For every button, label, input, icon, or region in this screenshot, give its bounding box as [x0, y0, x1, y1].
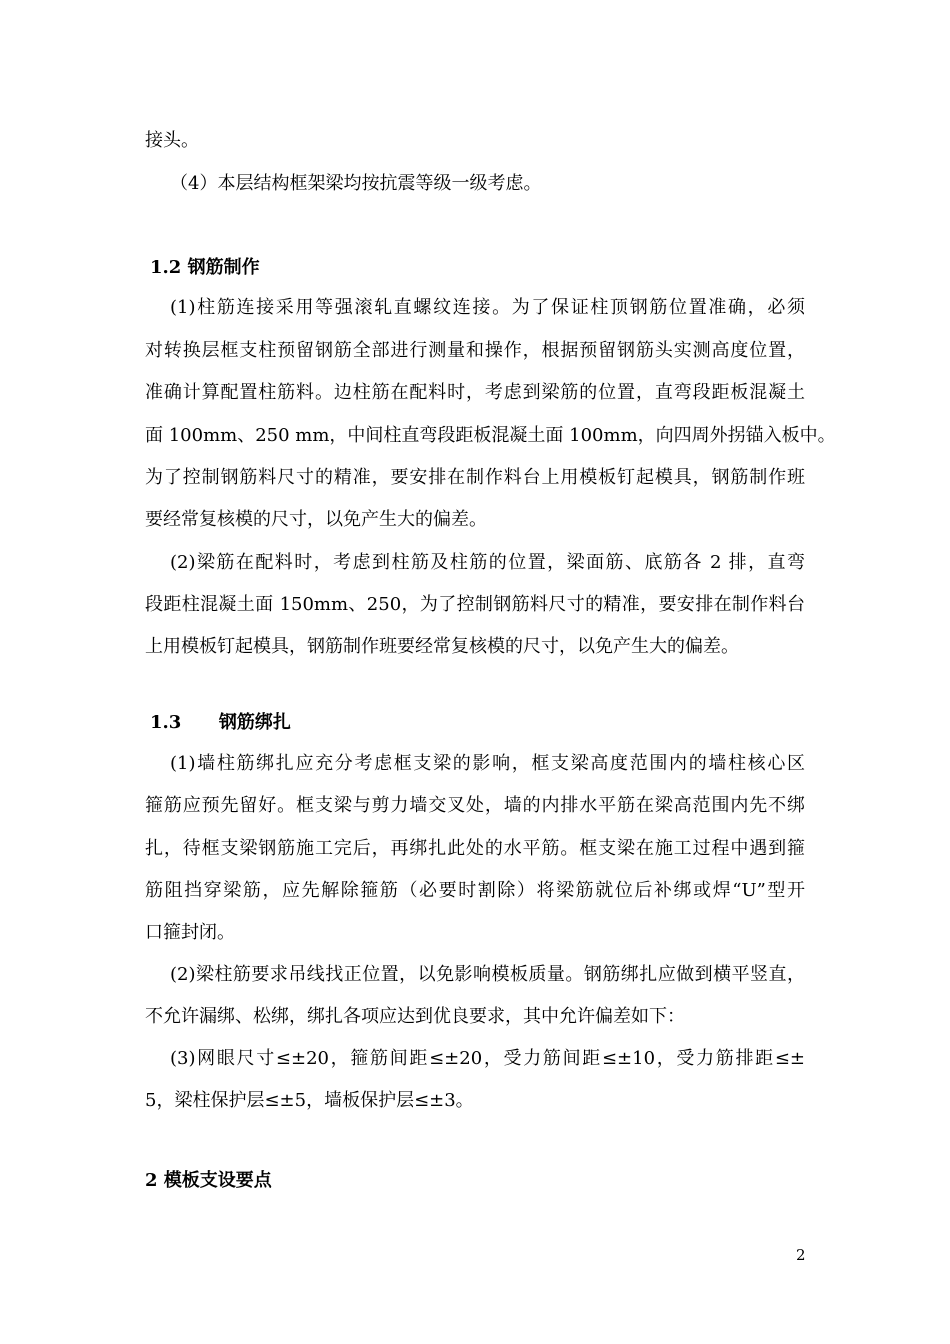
text-line: 箍筋应预先留好。框支梁与剪力墙交叉处，墙的内排水平筋在梁高范围内先不绑: [145, 795, 805, 816]
text-line: 段距柱混凝土面 150mm、250，为了控制钢筋料尺寸的精准，要安排在制作料台: [145, 594, 805, 615]
page-number: 2: [796, 1246, 806, 1264]
text-line: 面 100mm、250 mm，中间柱直弯段距板混凝土面 100mm，向四周外拐锚入板中。: [145, 425, 836, 446]
text-line: 对转换层框支柱预留钢筋全部进行测量和操作，根据预留钢筋头实测高度位置，: [145, 340, 805, 361]
text-line: (1)墙柱筋绑扎应充分考虑框支梁的影响，框支梁高度范围内的墙柱核心区: [170, 753, 805, 774]
text-line: 准确计算配置柱筋料。边柱筋在配料时，考虑到梁筋的位置，直弯段距板混凝土: [145, 382, 805, 403]
text-line: 为了控制钢筋料尺寸的精准，要安排在制作料台上用模板钉起模具，钢筋制作班: [145, 467, 805, 488]
text-line: 接头。: [145, 130, 199, 151]
text-line: 5，梁柱保护层≤±5，墙板保护层≤±3。: [145, 1090, 474, 1111]
section-heading: 2 模板支设要点: [145, 1170, 272, 1191]
section-heading: 1.3 钢筋绑扎: [150, 712, 291, 733]
text-line: 口箍封闭。: [145, 922, 235, 943]
text-line: (2)梁筋在配料时，考虑到柱筋及柱筋的位置，梁面筋、底筋各 2 排，直弯: [170, 552, 805, 573]
section-heading: 1.2 钢筋制作: [150, 257, 260, 278]
text-line: 要经常复核模的尺寸，以免产生大的偏差。: [145, 509, 487, 530]
text-line: （4）本层结构框架梁均按抗震等级一级考虑。: [170, 173, 542, 194]
text-line: (1)柱筋连接采用等强滚轧直螺纹连接。为了保证柱顶钢筋位置准确，必须: [170, 297, 805, 318]
text-line: 筋阻挡穿梁筋，应先解除箍筋（必要时割除）将梁筋就位后补绑或焊“U”型开: [145, 880, 805, 901]
text-line: 不允许漏绑、松绑，绑扎各项应达到优良要求，其中允许偏差如下：: [145, 1006, 685, 1027]
text-line: (2)梁柱筋要求吊线找正位置，以免影响模板质量。钢筋绑扎应做到横平竖直，: [170, 964, 805, 985]
text-line: (3)网眼尺寸≤±20，箍筋间距≤±20，受力筋间距≤±10，受力筋排距≤±: [170, 1048, 805, 1069]
text-line: 扎，待框支梁钢筋施工完后，再绑扎此处的水平筋。框支梁在施工过程中遇到箍: [145, 838, 805, 859]
text-line: 上用模板钉起模具，钢筋制作班要经常复核模的尺寸，以免产生大的偏差。: [145, 636, 739, 657]
